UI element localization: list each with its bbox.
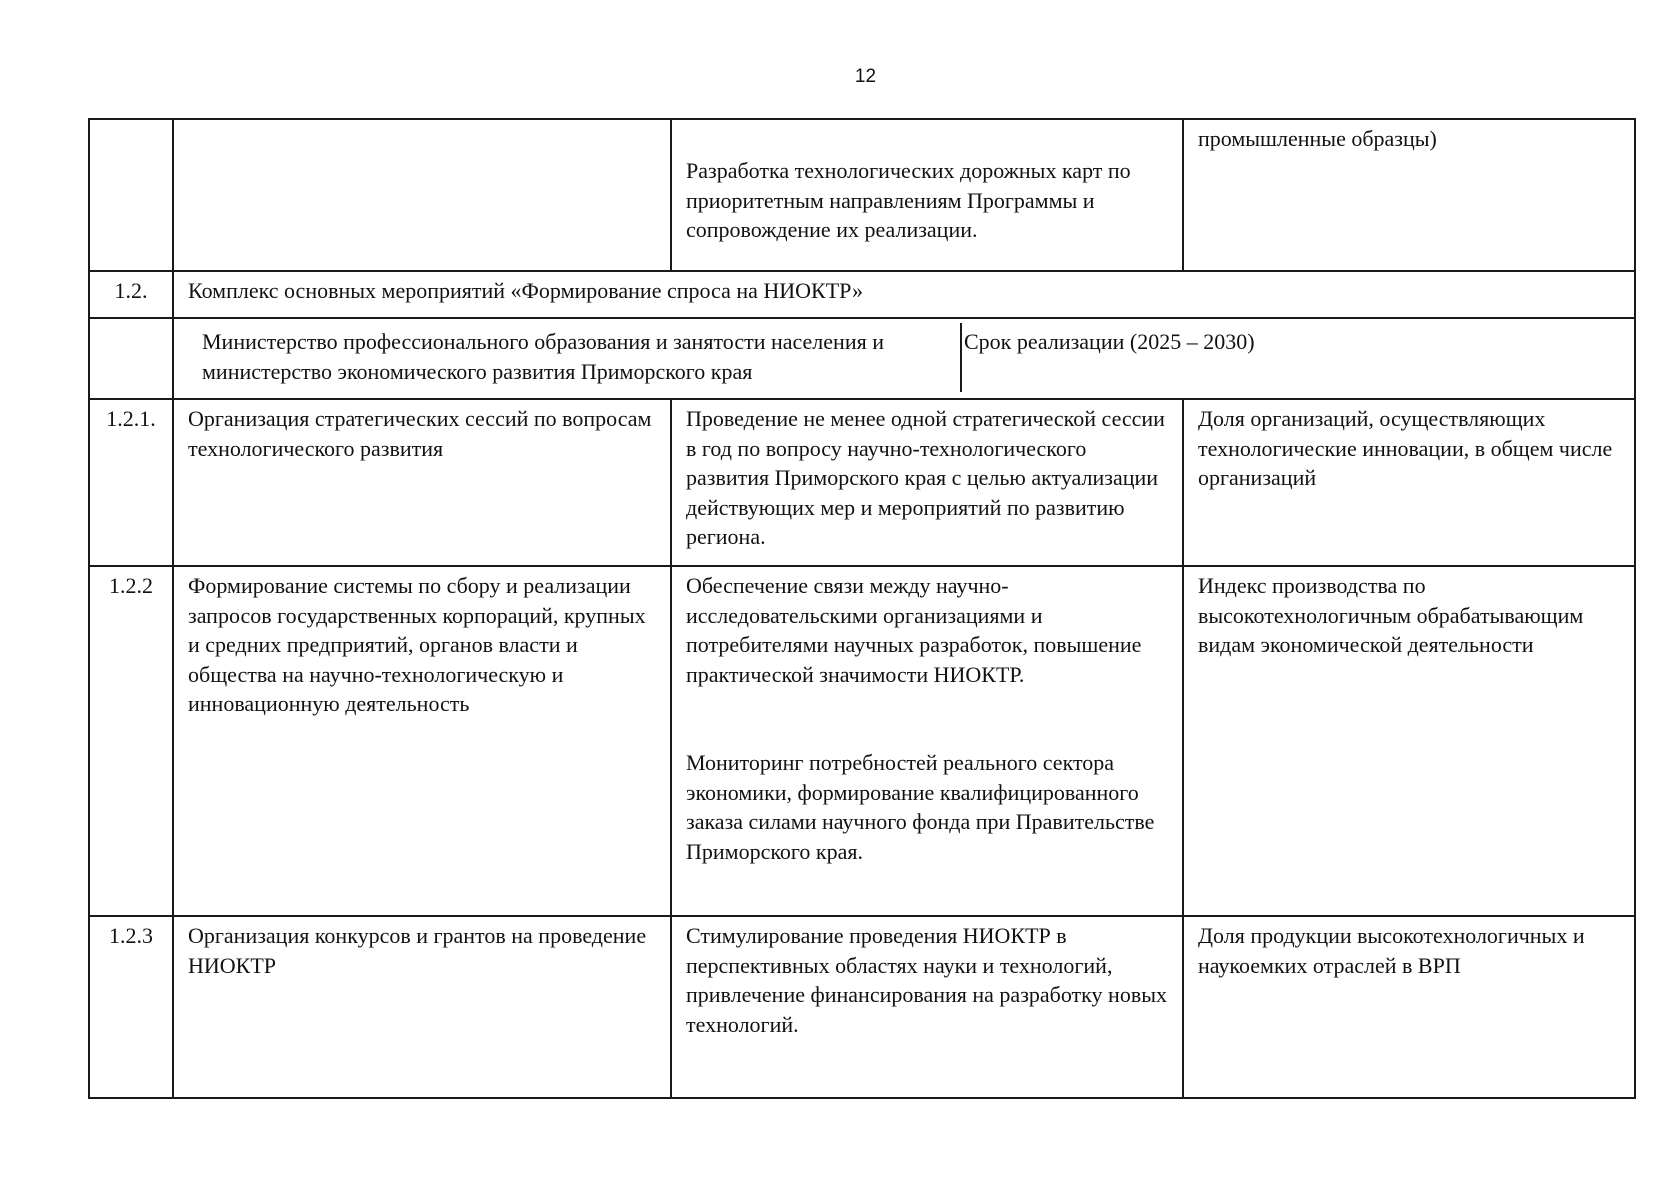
period-text: Срок реализации (2025 – 2030) [964,329,1255,354]
table-row [89,566,1635,916]
program-table [88,118,1636,1099]
cell-number [89,318,173,399]
table-row-continued [89,119,1635,271]
result-text: Стимулирование проведения НИОКТР в перспективных областях науки и технологий, привлечение финансирования на разработку новых технологий. [671,916,1183,1098]
cell-indicator [1183,119,1635,271]
page-number: 12 [854,66,877,87]
activity-text: Формирование системы по сбору и реализации запросов государственных корпораций, крупных и средних предприятий, органов власти и общества на научно-технологическую и инновационную деятельность [173,566,671,916]
cell-activity [173,119,671,271]
activity-text: Организация стратегических сессий по вопросам технологического развития [173,399,671,566]
result-text: Проведение не менее одной стратегической сессии в год по вопросу научно-технологического развития Приморского края с целью актуализации действующих мер и мероприятий по развитию региона. [671,399,1183,566]
section-responsible-row [89,318,1635,399]
table-row [89,916,1635,1098]
cell-result [671,566,1183,916]
cell-result [671,119,1183,271]
result-text: Обеспечение связи между научно-исследовательскими организациями и потребителями научных разработок, повышение практической значимости НИОКТР. [686,573,1142,687]
cell-number [89,119,173,271]
row-number: 1.2.2 [89,566,173,916]
section-number: 1.2. [89,271,173,318]
indicator-text: Доля продукции высокотехнологичных и наукоемких отраслей в ВРП [1183,916,1635,1098]
responsible-text: Министерство профессионального образования и занятости населения и министерство экономического развития Приморского края [188,323,962,392]
indicator-text: Индекс производства по высокотехнологичным обрабатывающим видам экономической деятельности [1183,566,1635,916]
row-number: 1.2.1. [89,399,173,566]
indicator-text: Доля организаций, осуществляющих технологические инновации, в общем числе организаций [1183,399,1635,566]
result-text: Разработка технологических дорожных карт по приоритетным направлениям Программы и сопровождение их реализации. [686,158,1131,242]
indicator-text: промышленные образцы) [1198,126,1437,151]
result-text-2: Мониторинг потребностей реального сектора экономики, формирование квалифицированного заказа силами научного фонда при Правительстве Приморского края. [686,750,1155,864]
responsible-cell [173,318,1635,399]
activity-text: Организация конкурсов и грантов на проведение НИОКТР [173,916,671,1098]
section-header-row [89,271,1635,318]
section-title: Комплекс основных мероприятий «Формирование спроса на НИОКТР» [173,271,1635,318]
table-row [89,399,1635,566]
row-number: 1.2.3 [89,916,173,1098]
